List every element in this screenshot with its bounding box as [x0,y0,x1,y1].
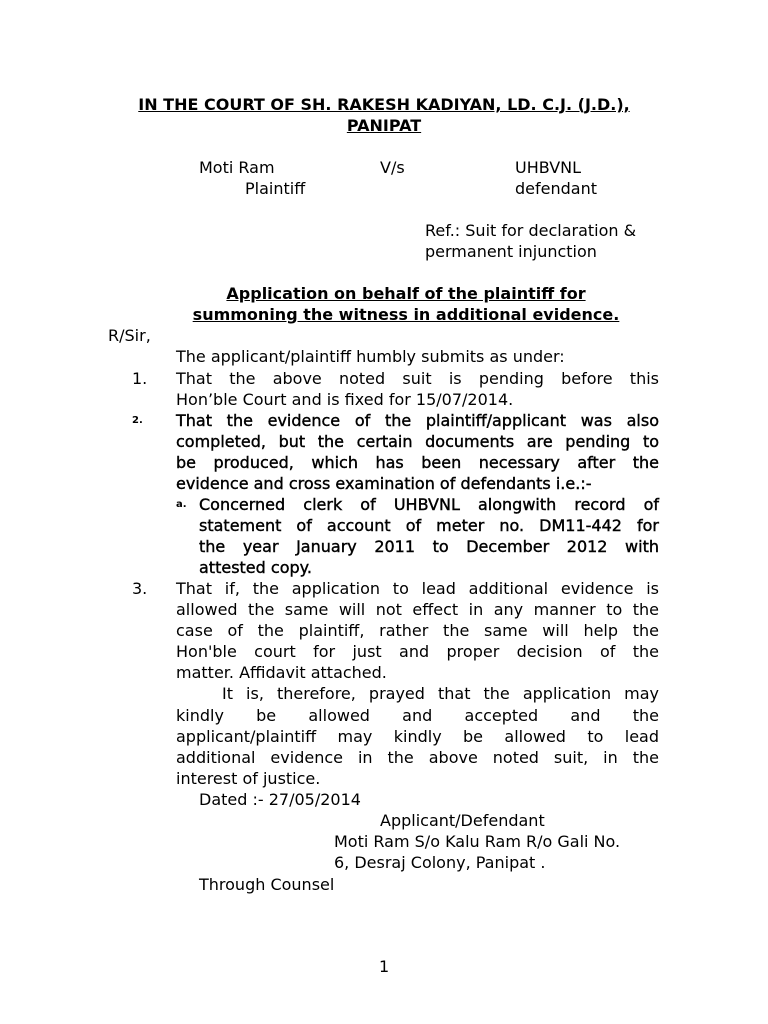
reference-line1: Ref.: Suit for declaration & [425,221,637,240]
prayer-line4: additional evidence in the above noted suit, in the [176,748,659,767]
reference-line2: permanent injunction [425,242,597,261]
court-title-line2: PANIPAT [346,116,422,135]
versus-label: V/s [380,158,405,177]
sub-item-a-line1: Concerned clerk of UHBVNL alongwith record of [199,495,659,514]
paragraph-1-number: 1. [132,369,148,388]
sub-item-a-line3: the year January 2011 to December 2012 with [199,537,659,556]
paragraph-2-line4: evidence and cross examination of defendants i.e.:- [176,474,592,493]
intro-text: The applicant/plaintiff humbly submits as under: [176,347,565,366]
application-heading-line1: Application on behalf of the plaintiff for [226,284,586,303]
page-number: 1 [379,957,390,976]
prayer-line3: applicant/plaintiff may kindly be allowed to lead [176,727,659,746]
sub-item-a-marker: a. [176,499,187,510]
paragraph-3-line2: allowed the same will not effect in any manner to the [176,600,659,619]
paragraph-2-line3: be produced, which has been necessary after the [176,453,659,472]
plaintiff-name: Moti Ram [199,158,275,177]
paragraph-1-line1: That the above noted suit is pending before this [176,369,659,388]
paragraph-2-number: 2. [132,415,143,426]
defendant-role: defendant [515,179,597,198]
dated-line: Dated :- 27/05/2014 [199,790,361,809]
defendant-name: UHBVNL [515,158,582,177]
prayer-line5: interest of justice. [176,769,321,788]
paragraph-2-line1: That the evidence of the plaintiff/applicant was also [176,411,659,430]
signature-role: Applicant/Defendant [380,811,545,830]
plaintiff-role: Plaintiff [245,179,306,198]
paragraph-3-line4: Hon'ble court for just and proper decision of the [176,642,659,661]
sub-item-a-line2: statement of account of meter no. DM11-442 for [199,516,659,535]
application-heading-line2: summoning the witness in additional evidence. [192,305,620,324]
court-title-line1: IN THE COURT OF SH. RAKESH KADIYAN, LD. C.J. (J.D.), [138,95,630,114]
signature-address-line1: Moti Ram S/o Kalu Ram R/o Gali No. [334,832,621,851]
through-counsel: Through Counsel [199,875,335,894]
paragraph-3-line1: That if, the application to lead additional evidence is [176,579,659,598]
sub-item-a-line4: attested copy. [199,558,312,577]
paragraph-3-number: 3. [132,579,148,598]
salutation: R/Sir, [108,326,151,345]
signature-address-line2: 6, Desraj Colony, Panipat . [334,853,546,872]
prayer-line1: It is, therefore, prayed that the application may [222,684,659,703]
paragraph-3-line3: case of the plaintiff, rather the same will help the [176,621,659,640]
paragraph-1-line2: Hon’ble Court and is fixed for 15/07/2014. [176,390,514,409]
paragraph-2-line2: completed, but the certain documents are pending to [176,432,659,451]
paragraph-3-line5: matter. Affidavit attached. [176,663,387,682]
prayer-line2: kindly be allowed and accepted and the [176,706,659,725]
